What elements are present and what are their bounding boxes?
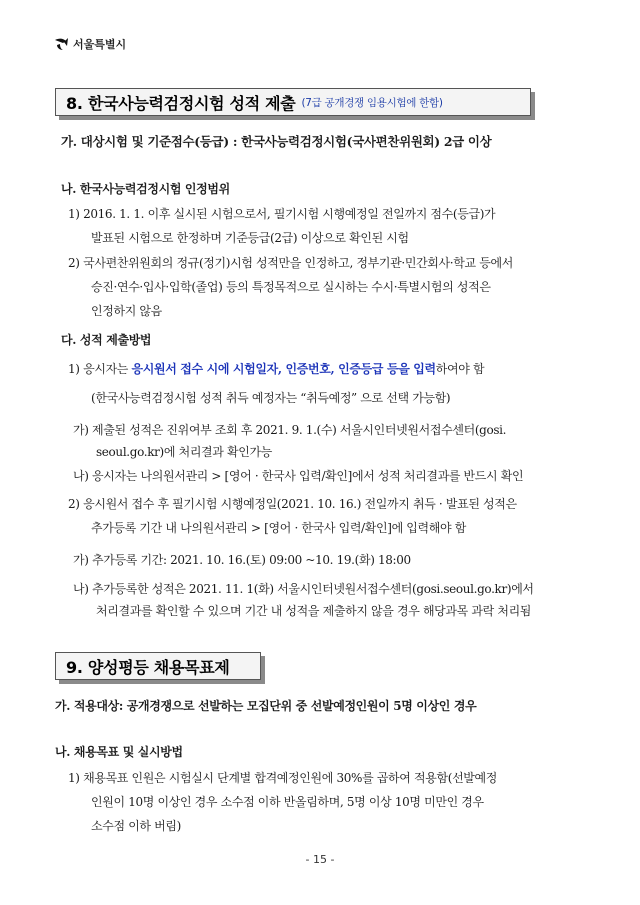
s8-da2-line1: 2) 응시원서 접수 후 필기시험 시행예정일(2021. 10. 16.) 전일까지 취득 · 발표된 성적은: [68, 497, 517, 511]
page-number: - 15 -: [305, 853, 335, 866]
s8-na1-line2: 발표된 시험으로 한정하며 기준등급(2급) 이상으로 확인된 시험: [91, 231, 409, 245]
section9-title: 9. 양성평등 채용목표제: [66, 657, 230, 677]
s8-da-title: 다. 성적 제출방법: [61, 333, 152, 347]
s8-ga: 가. 대상시험 및 기준점수(등급) : 한국사능력검정시험(국사편찬위원회) 2급 이상: [61, 134, 492, 149]
s8-na1-line1: 1) 2016. 1. 1. 이후 실시된 시험으로서, 필기시험 시행예정일 전일까지 점수(등급)가: [68, 207, 496, 221]
s8-da-ga-line2: seoul.go.kr)에 처리결과 확인가능: [96, 445, 272, 459]
section8-heading: [55, 88, 531, 116]
s9-na1-line2: 인원이 10명 이상인 경우 소수점 이하 반올림하며, 5명 이상 10명 미만인 경우: [91, 795, 484, 809]
s8-na2-line1: 2) 국사편찬위원회의 정규(정기)시험 성적만을 인정하고, 정부기관·민간회사·학교 등에서: [68, 256, 513, 270]
s8-da2-ga: 가) 추가등록 기간: 2021. 10. 16.(토) 09:00 ~10. 19.(화) 18:00: [73, 553, 411, 567]
seoul-logo-icon: [54, 37, 70, 51]
section8-title: 8. 한국사능력검정시험 성적 제출: [66, 93, 296, 113]
s8-da2-na-line2: 처리결과를 확인할 수 있으며 기간 내 성적을 제출하지 않을 경우 해당과목 과락 처리됨: [96, 604, 532, 618]
s9-ga: 가. 적용대상: 공개경쟁으로 선발하는 모집단위 중 선발예정인원이 5명 이상인 경우: [55, 699, 477, 713]
seoul-logo: [54, 36, 126, 52]
s8-da1-prefix: 1) 응시자는: [68, 362, 132, 376]
logo-text: 서울특별시: [73, 38, 127, 51]
s8-na-title: 나. 한국사능력검정시험 인정범위: [61, 182, 230, 196]
s9-na1-line3: 소수점 이하 버림): [91, 819, 181, 833]
s8-da1-suffix: 하여야 함: [435, 362, 485, 376]
section8-note: (7급 공개경쟁 임용시험에 한함): [301, 96, 443, 109]
s8-na2-line2: 승진·연수·입사·입학(졸업) 등의 특정목적으로 실시하는 수시·특별시험의 성적은: [91, 280, 491, 294]
s8-da2-na-line1: 나) 추가등록한 성적은 2021. 11. 1(화) 서울시인터넷원서접수센터(gosi.seoul.go.kr)에서: [73, 582, 534, 596]
s8-da1-emphasis: 응시원서 접수 시에 시험일자, 인증번호, 인증등급 등을 입력: [131, 362, 436, 376]
section9-heading: [55, 652, 261, 680]
s8-da-ga-line1: 가) 제출된 성적은 진위여부 조회 후 2021. 9. 1.(수) 서울시인터넷원서접수센터(gosi.: [73, 423, 507, 437]
s8-da1-line: [68, 360, 484, 377]
s8-na2-line3: 인정하지 않음: [91, 304, 162, 318]
s8-da2-line2: 추가등록 기간 내 나의원서관리 > [영어 · 한국사 입력/확인]에 입력해야 함: [91, 521, 466, 535]
s9-na1-line1: 1) 채용목표 인원은 시험실시 단계별 합격예정인원에 30%를 곱하여 적용함(선발예정: [68, 771, 498, 785]
s9-na-title: 나. 채용목표 및 실시방법: [55, 745, 183, 759]
s8-da-na: 나) 응시자는 나의원서관리 > [영어 · 한국사 입력/확인]에서 성적 처리결과를 반드시 확인: [73, 469, 524, 483]
s8-da1-sub: (한국사능력검정시험 성적 취득 예정자는 “취득예정” 으로 선택 가능함): [91, 391, 451, 405]
